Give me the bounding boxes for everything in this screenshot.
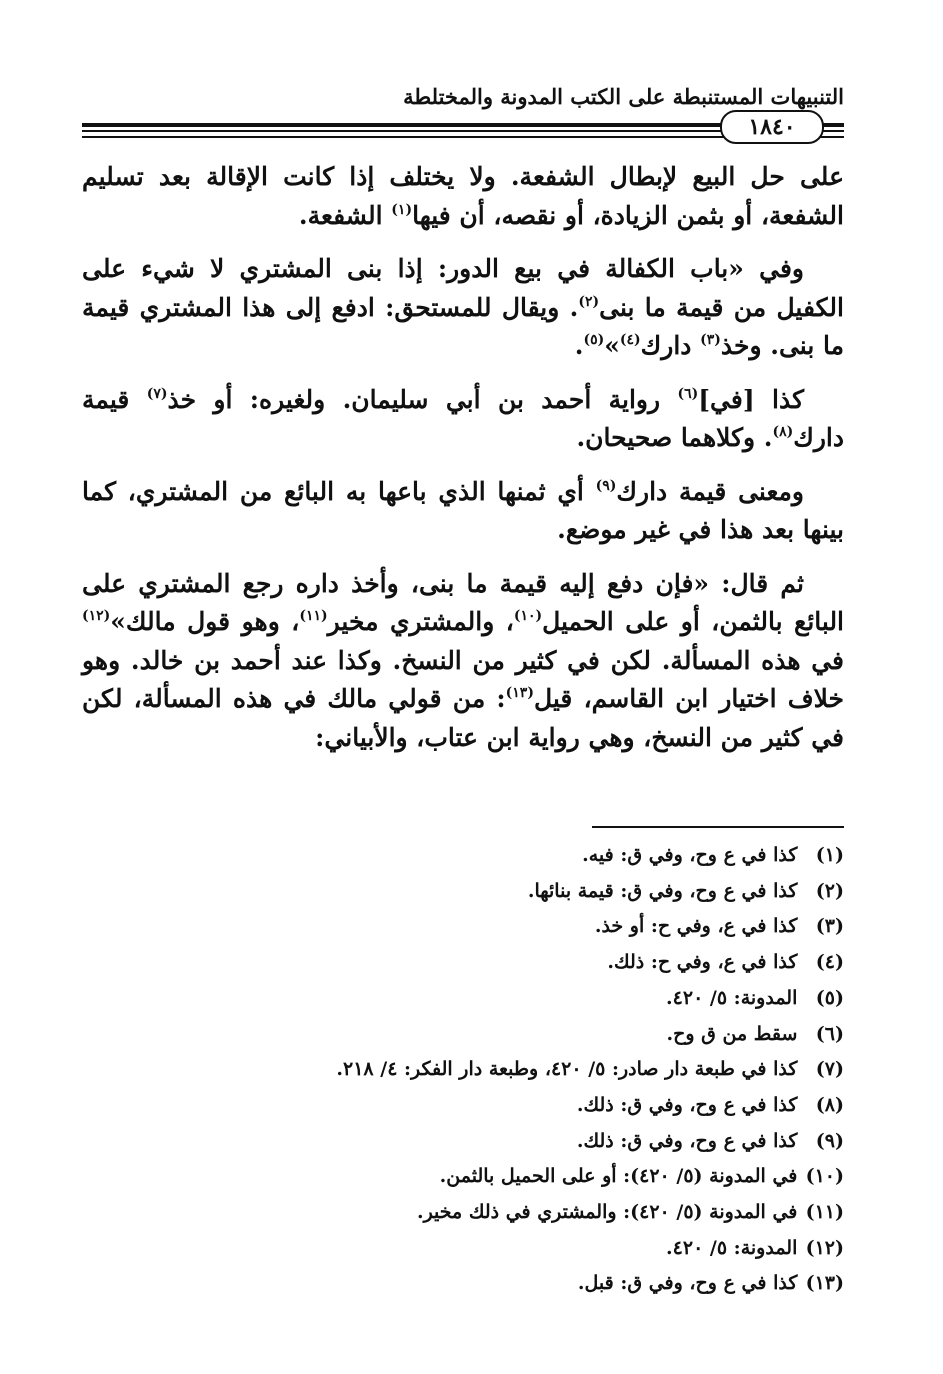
text-run: الشفعة. [298, 200, 392, 230]
footnote-item [82, 981, 844, 1017]
footnote-item [82, 909, 844, 945]
text-run: . وكلاهما صحيحان. [576, 423, 773, 452]
footnote-item [82, 1159, 844, 1195]
footnote-number: (٥) [815, 986, 844, 1009]
text-run: ، والمشتري مخير [327, 607, 514, 636]
footnote-ref[interactable]: (٨) [772, 424, 794, 440]
footnote-text: المدونة: ٥/ ٤٢٠. [666, 1236, 798, 1259]
running-title: التنبيهات المستنبطة على الكتب المدونة والمختلطة [403, 84, 844, 109]
footnote-number: (١٣) [805, 1272, 844, 1295]
footnote-item [82, 1088, 844, 1124]
footnote-text: كذا في ع وح، وفي ق: ذلك. [576, 1129, 798, 1152]
footnote-number: (٦) [815, 1022, 844, 1045]
footnote-ref[interactable]: (٤) [619, 332, 641, 348]
footnote-text: كذا في ع وح، وفي ق: فيه. [582, 844, 798, 866]
footnote-ref[interactable]: (٦) [677, 385, 699, 402]
footnote-number: (٧) [815, 1058, 844, 1081]
footnote-item [82, 1266, 844, 1302]
text-run: في هذه المسألة. لكن في كثير من النسخ. وكذا عند أحمد بن خالد. وهو خلاف اختيار ابن القاسم، قيل [82, 645, 845, 713]
text-run: كذا [في] [698, 384, 804, 414]
footnote-text: كذا في طبعة دار صادر: ٥/ ٤٢٠، وطبعة دار الفكر: ٤/ ٢١٨. [336, 1058, 798, 1081]
footnote-text: كذا في ع، وفي ح: أو خذ. [594, 915, 798, 938]
text-run: أي ثمنها الذي باعها به البائع من المشتري، كما بينها بعد هذا في غير موضع. [82, 476, 844, 544]
footnote-item [82, 838, 844, 874]
paragraph-5 [82, 565, 844, 758]
footnote-number: (١١) [805, 1201, 844, 1224]
footnote-ref[interactable]: (١٣) [505, 685, 534, 701]
footnote-text: في المدونة (٥/ ٤٢٠): والمشتري في ذلك مخير. [416, 1201, 798, 1224]
footnote-text: كذا في ع وح، وفي ق: قبل. [577, 1272, 798, 1295]
footnote-item [82, 1195, 844, 1231]
footnote-text: كذا في ع، وفي ح: ذلك. [607, 951, 798, 974]
text-run: » [604, 331, 620, 360]
text-run: : من قولي مالك في هذه المسألة، لكن في كثير من النسخ، وهي رواية ابن عتاب، والأبياني: [82, 684, 844, 752]
footnote-text: المدونة: ٥/ ٤٢٠. [666, 986, 798, 1009]
text-run: وفي «باب الكفالة في بيع الدور: إذا بنى المشتري لا شيء على الكفيل من قيمة ما بنى [82, 254, 844, 322]
footnote-number: (١) [815, 844, 844, 866]
text-run: دارك [640, 331, 701, 360]
paragraph-1 [82, 158, 844, 235]
footnote-text: كذا في ع وح، وفي ق: قيمة بنائها. [527, 879, 798, 902]
footnote-text: سقط من ق وح. [666, 1022, 798, 1045]
footnote-ref[interactable]: (٣) [700, 332, 721, 348]
text-run: ، وهو قول مالك» [110, 607, 300, 636]
footnote-ref[interactable]: (٩) [595, 477, 617, 494]
footnote-text: في المدونة (٥/ ٤٢٠): أو على الحميل بالثمن. [439, 1165, 798, 1188]
footnote-item [82, 1124, 844, 1160]
footnote-item [82, 1052, 844, 1088]
footnote-number: (٨) [815, 1093, 844, 1116]
footnote-text: كذا في ع وح، وفي ق: ذلك. [576, 1093, 798, 1116]
text-run: على حل البيع لإبطال الشفعة. ولا يختلف إذا كانت الإقالة بعد تسليم الشفعة، أو بثمن الزيادة، أو نقصه، أن فيها [82, 162, 844, 230]
footnote-item [82, 1231, 844, 1267]
paragraph-2 [82, 250, 844, 366]
footnote-number: (٤) [815, 951, 844, 974]
footnote-item [82, 945, 844, 981]
footnote-item [82, 1017, 844, 1053]
footnotes-list [82, 838, 844, 1302]
text-run: رواية أحمد بن أبي سليمان. ولغيره: أو خذ [167, 384, 678, 414]
footnote-number: (١٢) [805, 1236, 844, 1259]
text-run: ومعنى قيمة دارك [616, 476, 804, 506]
main-text [82, 158, 844, 772]
footnote-ref[interactable]: (٥) [583, 332, 605, 348]
footnote-number: (١٠) [805, 1165, 844, 1188]
footnote-number: (٩) [815, 1129, 844, 1152]
footnote-ref[interactable]: (١٠) [513, 608, 543, 624]
page-number: ١٨٤٠ [748, 114, 796, 140]
text-run: ثم قال: «فإن دفع إليه قيمة ما بنى، وأخذ داره رجع المشتري على البائع بالثمن، أو على الحميل [82, 568, 845, 636]
text-run: . ويقال للمستحق: ادفع إلى هذا المشتري قيمة ما بنى. وخذ [82, 292, 844, 360]
footnote-ref[interactable]: (١١) [299, 608, 328, 624]
text-run: . [574, 331, 584, 360]
text-run: قيمة دارك [82, 384, 844, 452]
footnote-ref[interactable]: (١٢) [82, 608, 111, 624]
paragraph-4 [82, 473, 844, 550]
footnote-ref[interactable]: (٧) [146, 385, 168, 402]
page-number-frame [720, 110, 824, 144]
footnote-separator [592, 826, 844, 828]
footnote-number: (٣) [815, 915, 844, 938]
footnote-number: (٢) [815, 879, 844, 902]
footnote-ref[interactable]: (٢) [578, 293, 600, 310]
footnote-item [82, 874, 844, 910]
paragraph-3 [82, 381, 844, 458]
footnote-ref[interactable]: (١) [391, 201, 413, 218]
